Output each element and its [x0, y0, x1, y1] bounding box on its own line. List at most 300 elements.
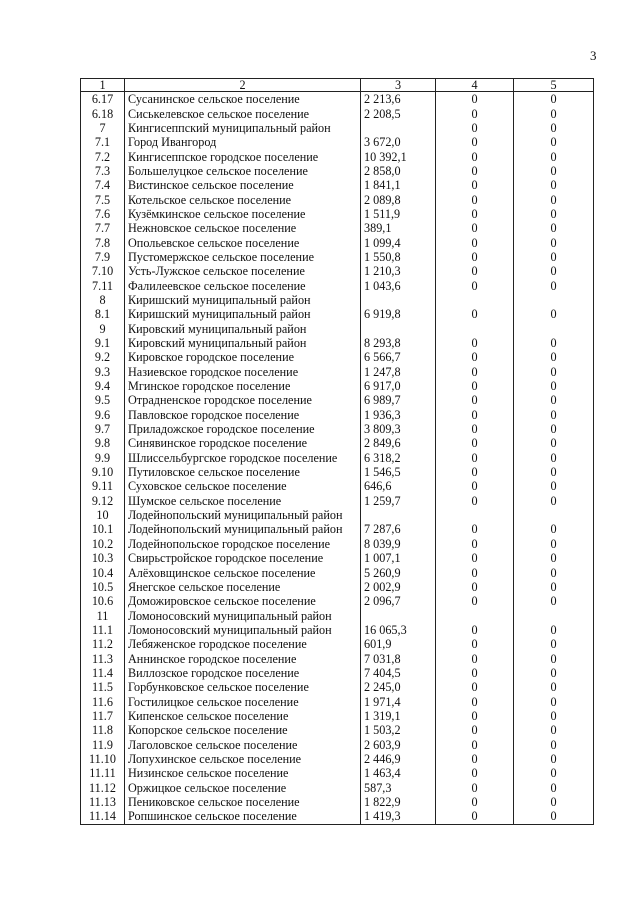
row-column4-cell: 0 — [436, 106, 514, 120]
row-number-cell: 7.1 — [81, 135, 125, 149]
table-row — [81, 408, 594, 422]
row-column5-cell: 0 — [514, 623, 594, 637]
row-value-cell: 16 065,3 — [361, 623, 436, 637]
table-row — [81, 322, 594, 336]
row-value-cell: 2 089,8 — [361, 192, 436, 206]
row-column4-cell: 0 — [436, 149, 514, 163]
row-column4-cell: 0 — [436, 451, 514, 465]
row-column5-cell: 0 — [514, 752, 594, 766]
table-row — [81, 121, 594, 135]
row-name-cell: Лодейнопольское городское поселение — [125, 537, 361, 551]
table-row — [81, 709, 594, 723]
row-number-cell: 10.1 — [81, 522, 125, 536]
row-column5-cell: 0 — [514, 207, 594, 221]
row-value-cell: 7 287,6 — [361, 522, 436, 536]
table-row — [81, 580, 594, 594]
row-column5-cell: 0 — [514, 680, 594, 694]
row-value-cell: 6 566,7 — [361, 350, 436, 364]
row-column5-cell: 0 — [514, 436, 594, 450]
row-column4-cell: 0 — [436, 766, 514, 780]
table-row — [81, 307, 594, 321]
row-column5-cell: 0 — [514, 379, 594, 393]
row-column5-cell: 0 — [514, 666, 594, 680]
row-value-cell: 1 546,5 — [361, 465, 436, 479]
row-number-cell: 9.10 — [81, 465, 125, 479]
row-column4-cell: 0 — [436, 522, 514, 536]
row-name-cell: Опольевское сельское поселение — [125, 235, 361, 249]
table-row — [81, 752, 594, 766]
column-header-1: 1 — [81, 79, 125, 92]
row-column4-cell: 0 — [436, 623, 514, 637]
row-name-cell: Кировское городское поселение — [125, 350, 361, 364]
row-column5-cell: 0 — [514, 565, 594, 579]
row-name-cell: Мгинское городское поселение — [125, 379, 361, 393]
row-number-cell: 6.18 — [81, 106, 125, 120]
row-number-cell: 7.8 — [81, 235, 125, 249]
row-column5-cell: 0 — [514, 781, 594, 795]
row-column5-cell: 0 — [514, 250, 594, 264]
table-row — [81, 451, 594, 465]
row-name-cell: Доможировское сельское поселение — [125, 594, 361, 608]
row-column5-cell: 0 — [514, 737, 594, 751]
row-number-cell: 10.5 — [81, 580, 125, 594]
table-row — [81, 565, 594, 579]
table-row — [81, 737, 594, 751]
row-value-cell: 2 245,0 — [361, 680, 436, 694]
row-column4-cell: 0 — [436, 393, 514, 407]
row-column4-cell: 0 — [436, 680, 514, 694]
row-number-cell: 8.1 — [81, 307, 125, 321]
row-column4-cell: 0 — [436, 164, 514, 178]
row-column5-cell: 0 — [514, 551, 594, 565]
row-value-cell: 2 213,6 — [361, 92, 436, 107]
row-name-cell: Ломоносовский муниципальный район — [125, 608, 361, 622]
table-row — [81, 379, 594, 393]
table-row — [81, 207, 594, 221]
row-name-cell: Янегское сельское поселение — [125, 580, 361, 594]
row-name-cell: Горбунковское сельское поселение — [125, 680, 361, 694]
row-value-cell: 8 293,8 — [361, 336, 436, 350]
row-name-cell: Пустомержское сельское поселение — [125, 250, 361, 264]
row-column4-cell: 0 — [436, 422, 514, 436]
row-number-cell: 7.5 — [81, 192, 125, 206]
row-name-cell: Путиловское сельское поселение — [125, 465, 361, 479]
row-value-cell: 1 210,3 — [361, 264, 436, 278]
row-name-cell: Большелуцкое сельское поселение — [125, 164, 361, 178]
row-column4-cell: 0 — [436, 479, 514, 493]
row-column4-cell: 0 — [436, 336, 514, 350]
row-name-cell: Киришский муниципальный район — [125, 293, 361, 307]
table-row — [81, 278, 594, 292]
row-column5-cell: 0 — [514, 694, 594, 708]
row-column4-cell: 0 — [436, 207, 514, 221]
row-value-cell: 1 936,3 — [361, 408, 436, 422]
row-column4-cell — [436, 293, 514, 307]
row-name-cell: Лаголовское сельское поселение — [125, 737, 361, 751]
table-row — [81, 235, 594, 249]
row-number-cell: 11.12 — [81, 781, 125, 795]
row-name-cell: Виллозское городское поселение — [125, 666, 361, 680]
row-name-cell: Сиськелевское сельское поселение — [125, 106, 361, 120]
table-row — [81, 781, 594, 795]
row-column4-cell: 0 — [436, 565, 514, 579]
table-row — [81, 264, 594, 278]
row-column5-cell: 0 — [514, 408, 594, 422]
table-row — [81, 594, 594, 608]
row-name-cell: Суховское сельское поселение — [125, 479, 361, 493]
row-column4-cell: 0 — [436, 350, 514, 364]
row-name-cell: Кировский муниципальный район — [125, 336, 361, 350]
row-value-cell — [361, 608, 436, 622]
row-number-cell: 7.4 — [81, 178, 125, 192]
row-name-cell: Низинское сельское поселение — [125, 766, 361, 780]
table-row — [81, 422, 594, 436]
row-name-cell: Копорское сельское поселение — [125, 723, 361, 737]
row-number-cell: 11.13 — [81, 795, 125, 809]
row-column4-cell: 0 — [436, 723, 514, 737]
row-number-cell: 9.5 — [81, 393, 125, 407]
row-column5-cell: 0 — [514, 422, 594, 436]
row-number-cell: 11.11 — [81, 766, 125, 780]
row-number-cell: 11.14 — [81, 809, 125, 824]
row-number-cell: 9.7 — [81, 422, 125, 436]
table-row — [81, 766, 594, 780]
row-column5-cell: 0 — [514, 264, 594, 278]
row-value-cell: 1 043,6 — [361, 278, 436, 292]
row-column5-cell: 0 — [514, 451, 594, 465]
row-value-cell: 1 511,9 — [361, 207, 436, 221]
row-name-cell: Кузёмкинское сельское поселение — [125, 207, 361, 221]
row-number-cell: 7.7 — [81, 221, 125, 235]
row-column4-cell: 0 — [436, 221, 514, 235]
row-column5-cell: 0 — [514, 336, 594, 350]
row-number-cell: 9.1 — [81, 336, 125, 350]
row-name-cell: Алёховщинское сельское поселение — [125, 565, 361, 579]
table-row — [81, 522, 594, 536]
table-row — [81, 178, 594, 192]
row-name-cell: Свирьстройское городское поселение — [125, 551, 361, 565]
row-name-cell: Кингисеппское городское поселение — [125, 149, 361, 163]
row-column5-cell: 0 — [514, 494, 594, 508]
row-number-cell: 9.11 — [81, 479, 125, 493]
row-number-cell: 7.6 — [81, 207, 125, 221]
row-column5-cell: 0 — [514, 178, 594, 192]
row-number-cell: 10.6 — [81, 594, 125, 608]
row-column4-cell: 0 — [436, 752, 514, 766]
row-number-cell: 11.4 — [81, 666, 125, 680]
table-row — [81, 479, 594, 493]
row-value-cell: 6 919,8 — [361, 307, 436, 321]
row-column4-cell: 0 — [436, 781, 514, 795]
row-value-cell: 3 672,0 — [361, 135, 436, 149]
row-column4-cell: 0 — [436, 580, 514, 594]
column-header-3: 3 — [361, 79, 436, 92]
row-column5-cell: 0 — [514, 465, 594, 479]
row-number-cell: 9.3 — [81, 365, 125, 379]
row-column4-cell: 0 — [436, 651, 514, 665]
column-header-5: 5 — [514, 79, 594, 92]
row-name-cell: Ропшинское сельское поселение — [125, 809, 361, 824]
row-column4-cell: 0 — [436, 192, 514, 206]
row-column4-cell: 0 — [436, 135, 514, 149]
row-value-cell: 2 849,6 — [361, 436, 436, 450]
row-name-cell: Город Ивангород — [125, 135, 361, 149]
row-name-cell: Котельское сельское поселение — [125, 192, 361, 206]
row-column4-cell: 0 — [436, 178, 514, 192]
row-column4-cell: 0 — [436, 637, 514, 651]
row-column4-cell: 0 — [436, 307, 514, 321]
row-name-cell: Сусанинское сельское поселение — [125, 92, 361, 107]
table-row — [81, 250, 594, 264]
row-column5-cell: 0 — [514, 537, 594, 551]
table-row — [81, 365, 594, 379]
table-row — [81, 637, 594, 651]
table-row — [81, 106, 594, 120]
row-value-cell: 6 989,7 — [361, 393, 436, 407]
row-column5-cell: 0 — [514, 809, 594, 824]
row-column4-cell: 0 — [436, 365, 514, 379]
row-name-cell: Киришский муниципальный район — [125, 307, 361, 321]
row-name-cell: Назиевское городское поселение — [125, 365, 361, 379]
row-number-cell: 7.11 — [81, 278, 125, 292]
row-name-cell: Оржицкое сельское поселение — [125, 781, 361, 795]
row-column5-cell: 0 — [514, 121, 594, 135]
row-value-cell: 2 096,7 — [361, 594, 436, 608]
row-name-cell: Шлиссельбургское городское поселение — [125, 451, 361, 465]
row-value-cell: 7 404,5 — [361, 666, 436, 680]
row-name-cell: Павловское городское поселение — [125, 408, 361, 422]
table-header — [81, 79, 594, 92]
row-number-cell: 11.6 — [81, 694, 125, 708]
row-value-cell: 1 463,4 — [361, 766, 436, 780]
table-row — [81, 623, 594, 637]
row-column5-cell — [514, 508, 594, 522]
row-column4-cell: 0 — [436, 594, 514, 608]
row-value-cell: 8 039,9 — [361, 537, 436, 551]
table-row — [81, 680, 594, 694]
column-header-2: 2 — [125, 79, 361, 92]
row-number-cell: 9 — [81, 322, 125, 336]
row-column4-cell: 0 — [436, 379, 514, 393]
row-column4-cell: 0 — [436, 235, 514, 249]
row-column5-cell: 0 — [514, 795, 594, 809]
table-row — [81, 149, 594, 163]
table-row — [81, 293, 594, 307]
row-column5-cell: 0 — [514, 235, 594, 249]
row-value-cell: 6 917,0 — [361, 379, 436, 393]
row-value-cell: 2 603,9 — [361, 737, 436, 751]
row-value-cell: 1 007,1 — [361, 551, 436, 565]
row-column5-cell: 0 — [514, 135, 594, 149]
table-row — [81, 221, 594, 235]
row-value-cell — [361, 508, 436, 522]
row-number-cell: 9.4 — [81, 379, 125, 393]
row-value-cell: 1 822,9 — [361, 795, 436, 809]
row-value-cell: 3 809,3 — [361, 422, 436, 436]
row-name-cell: Лодейнопольский муниципальный район — [125, 508, 361, 522]
row-number-cell: 10.4 — [81, 565, 125, 579]
row-name-cell: Кингисеппский муниципальный район — [125, 121, 361, 135]
row-name-cell: Лебяженское городское поселение — [125, 637, 361, 651]
row-name-cell: Шумское сельское поселение — [125, 494, 361, 508]
row-column4-cell: 0 — [436, 250, 514, 264]
row-number-cell: 11.5 — [81, 680, 125, 694]
row-name-cell: Отрадненское городское поселение — [125, 393, 361, 407]
header-row — [81, 79, 594, 92]
row-value-cell: 2 446,9 — [361, 752, 436, 766]
table-row — [81, 336, 594, 350]
row-value-cell: 601,9 — [361, 637, 436, 651]
row-name-cell: Фалилеевское сельское поселение — [125, 278, 361, 292]
row-number-cell: 11.8 — [81, 723, 125, 737]
row-number-cell: 11.7 — [81, 709, 125, 723]
row-name-cell: Нежновское сельское поселение — [125, 221, 361, 235]
row-number-cell: 11.3 — [81, 651, 125, 665]
row-column5-cell: 0 — [514, 350, 594, 364]
row-name-cell: Синявинское городское поселение — [125, 436, 361, 450]
table-row — [81, 164, 594, 178]
table-row — [81, 192, 594, 206]
row-column5-cell: 0 — [514, 709, 594, 723]
row-number-cell: 11.9 — [81, 737, 125, 751]
row-column4-cell: 0 — [436, 795, 514, 809]
row-column4-cell — [436, 322, 514, 336]
row-column5-cell: 0 — [514, 479, 594, 493]
row-column5-cell: 0 — [514, 149, 594, 163]
row-number-cell: 10.2 — [81, 537, 125, 551]
row-value-cell: 1 419,3 — [361, 809, 436, 824]
row-column4-cell: 0 — [436, 436, 514, 450]
row-column4-cell: 0 — [436, 121, 514, 135]
row-number-cell: 7.9 — [81, 250, 125, 264]
row-value-cell — [361, 293, 436, 307]
row-column4-cell — [436, 608, 514, 622]
row-value-cell: 2 002,9 — [361, 580, 436, 594]
table-row — [81, 666, 594, 680]
row-value-cell: 1 099,4 — [361, 235, 436, 249]
row-name-cell: Вистинское сельское поселение — [125, 178, 361, 192]
row-column5-cell: 0 — [514, 106, 594, 120]
row-value-cell: 1 841,1 — [361, 178, 436, 192]
row-column5-cell: 0 — [514, 766, 594, 780]
row-column4-cell: 0 — [436, 666, 514, 680]
row-name-cell: Ломоносовский муниципальный район — [125, 623, 361, 637]
row-value-cell: 389,1 — [361, 221, 436, 235]
table-row — [81, 809, 594, 824]
row-column4-cell: 0 — [436, 537, 514, 551]
row-number-cell: 9.12 — [81, 494, 125, 508]
row-column5-cell: 0 — [514, 92, 594, 107]
page-number: 3 — [590, 48, 597, 63]
table-row — [81, 551, 594, 565]
table-body — [81, 92, 594, 825]
row-value-cell: 1 503,2 — [361, 723, 436, 737]
row-number-cell: 7.10 — [81, 264, 125, 278]
table-row — [81, 465, 594, 479]
row-name-cell: Кипенское сельское поселение — [125, 709, 361, 723]
row-name-cell: Аннинское городское поселение — [125, 651, 361, 665]
row-number-cell: 7 — [81, 121, 125, 135]
row-value-cell — [361, 121, 436, 135]
row-value-cell: 1 247,8 — [361, 365, 436, 379]
row-name-cell: Кировский муниципальный район — [125, 322, 361, 336]
table-row — [81, 651, 594, 665]
row-value-cell: 1 319,1 — [361, 709, 436, 723]
row-value-cell: 5 260,9 — [361, 565, 436, 579]
row-column4-cell: 0 — [436, 92, 514, 107]
row-column5-cell — [514, 293, 594, 307]
row-column5-cell: 0 — [514, 278, 594, 292]
table-row — [81, 350, 594, 364]
row-number-cell: 9.9 — [81, 451, 125, 465]
row-column4-cell: 0 — [436, 278, 514, 292]
row-column5-cell: 0 — [514, 164, 594, 178]
row-column5-cell: 0 — [514, 393, 594, 407]
row-column5-cell: 0 — [514, 651, 594, 665]
row-number-cell: 6.17 — [81, 92, 125, 107]
row-value-cell: 10 392,1 — [361, 149, 436, 163]
table-row — [81, 494, 594, 508]
row-value-cell: 6 318,2 — [361, 451, 436, 465]
row-number-cell: 10.3 — [81, 551, 125, 565]
row-number-cell: 9.2 — [81, 350, 125, 364]
row-column4-cell — [436, 508, 514, 522]
row-column4-cell: 0 — [436, 551, 514, 565]
data-table — [80, 78, 594, 825]
row-column5-cell: 0 — [514, 307, 594, 321]
row-name-cell: Лодейнопольский муниципальный район — [125, 522, 361, 536]
row-name-cell: Гостилицкое сельское поселение — [125, 694, 361, 708]
row-name-cell: Усть-Лужское сельское поселение — [125, 264, 361, 278]
row-column5-cell: 0 — [514, 522, 594, 536]
row-column4-cell: 0 — [436, 809, 514, 824]
table-row — [81, 436, 594, 450]
row-name-cell: Лопухинское сельское поселение — [125, 752, 361, 766]
row-column4-cell: 0 — [436, 494, 514, 508]
row-value-cell: 587,3 — [361, 781, 436, 795]
row-number-cell: 9.6 — [81, 408, 125, 422]
row-column5-cell — [514, 608, 594, 622]
row-number-cell: 7.3 — [81, 164, 125, 178]
row-value-cell: 2 208,5 — [361, 106, 436, 120]
row-number-cell: 11.10 — [81, 752, 125, 766]
table-row — [81, 723, 594, 737]
row-column5-cell: 0 — [514, 192, 594, 206]
row-number-cell: 10 — [81, 508, 125, 522]
column-header-4: 4 — [436, 79, 514, 92]
row-column4-cell: 0 — [436, 408, 514, 422]
row-column5-cell — [514, 322, 594, 336]
table-row — [81, 135, 594, 149]
row-number-cell: 11.1 — [81, 623, 125, 637]
row-number-cell: 8 — [81, 293, 125, 307]
row-value-cell: 1 259,7 — [361, 494, 436, 508]
row-value-cell: 2 858,0 — [361, 164, 436, 178]
row-column5-cell: 0 — [514, 365, 594, 379]
table-row — [81, 694, 594, 708]
row-value-cell: 1 971,4 — [361, 694, 436, 708]
row-value-cell: 7 031,8 — [361, 651, 436, 665]
row-value-cell — [361, 322, 436, 336]
table-row — [81, 508, 594, 522]
row-value-cell: 646,6 — [361, 479, 436, 493]
row-column4-cell: 0 — [436, 709, 514, 723]
row-column4-cell: 0 — [436, 737, 514, 751]
row-name-cell: Приладожское городское поселение — [125, 422, 361, 436]
table-row — [81, 537, 594, 551]
row-column5-cell: 0 — [514, 594, 594, 608]
row-column5-cell: 0 — [514, 221, 594, 235]
